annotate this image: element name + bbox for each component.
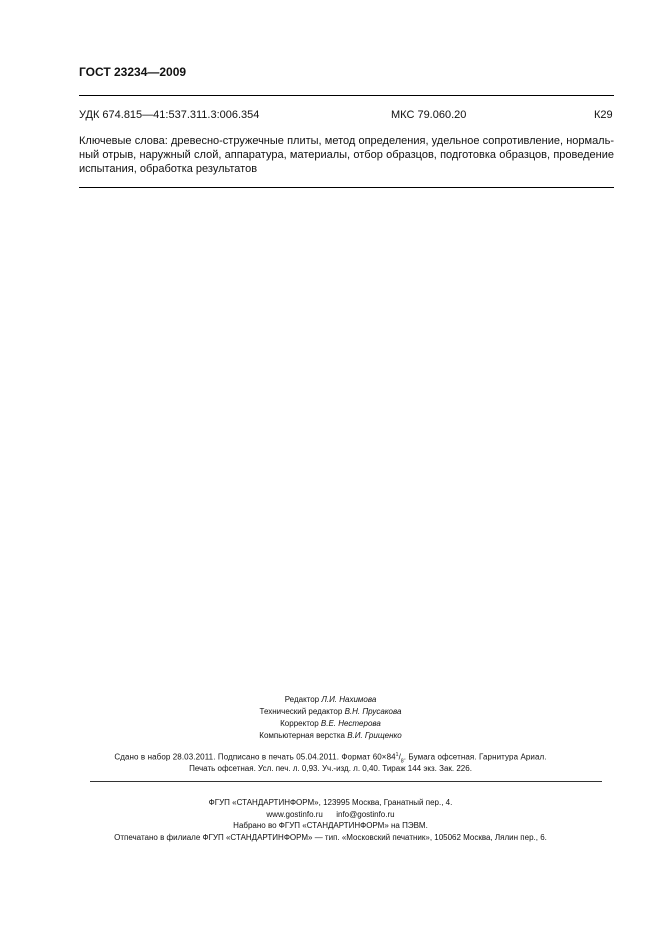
editor-name: В.Н. Прусакова — [344, 707, 402, 716]
keywords-line: Ключевые слова: древесно-стружечные плиты, метод определения, удельное сопротивление, нормаль- — [79, 135, 614, 147]
editor-line — [0, 730, 661, 742]
keywords-divider — [79, 187, 614, 188]
editor-name: Л.И. Нахимова — [321, 695, 377, 704]
mks-code: МКС 79.060.20 — [391, 109, 467, 121]
publisher-address: ФГУП «СТАНДАРТИНФОРМ», 123995 Москва, Гранатный пер., 4. — [208, 798, 453, 807]
publisher-contacts — [0, 809, 661, 821]
print-info-text: Сдано в набор 28.03.2011. Подписано в печать 05.04.2011. Формат 60×84 — [114, 752, 396, 762]
top-divider — [79, 95, 614, 96]
publisher-email: info@gostinfo.ru — [336, 809, 395, 819]
format-denominator: 8 — [400, 758, 404, 765]
editors-block — [0, 694, 661, 742]
editor-line — [0, 706, 661, 718]
print-info-line: Печать офсетная. Усл. печ. л. 0,93. Уч.-изд. л. 0,40. Тираж 144 экз. Зак. 226. — [189, 764, 472, 773]
keywords-line: испытания, обработка результатов — [79, 163, 258, 175]
editor-name: В.Е. Нестерова — [320, 719, 381, 728]
printing-note: Отпечатано в филиале ФГУП «СТАНДАРТИНФОРМ» — тип. «Московский печатник», 105062 Москва, Лялин пер., 6. — [114, 832, 547, 842]
editor-role: Технический редактор — [259, 707, 343, 716]
typesetting-note: Набрано во ФГУП «СТАНДАРТИНФОРМ» на ПЭВМ. — [233, 821, 428, 830]
editor-name: В.И. Грищенко — [347, 731, 402, 740]
publisher-block — [0, 797, 661, 843]
footer-divider — [90, 781, 602, 782]
editor-line — [0, 718, 661, 730]
format-numerator: 1 — [395, 752, 399, 758]
editor-line — [0, 694, 661, 706]
keywords-block — [79, 134, 614, 176]
print-info-line: Сдано в набор 28.03.2011. Подписано в печать 05.04.2011. Формат $60\times 84^1/_8$. Бумага офсетная. Гарнитура Ариал. — [114, 752, 547, 765]
standard-number: ГОСТ 23234—2009 — [79, 65, 187, 79]
keywords-line: ный отрыв, наружный слой, аппаратура, материалы, отбор образцов, подготовка образцов, проведение — [79, 149, 614, 161]
editor-role: Корректор — [280, 719, 319, 728]
udk-code: УДК 674.815—41:537.311.3:006.354 — [79, 109, 260, 121]
publisher-website: www.gostinfo.ru — [266, 809, 323, 819]
editor-role: Редактор — [284, 695, 320, 704]
print-info-text: . Бумага офсетная. Гарнитура Ариал. — [403, 752, 547, 762]
editor-role: Компьютерная верстка — [259, 731, 345, 740]
okp-code: К29 — [594, 109, 613, 121]
